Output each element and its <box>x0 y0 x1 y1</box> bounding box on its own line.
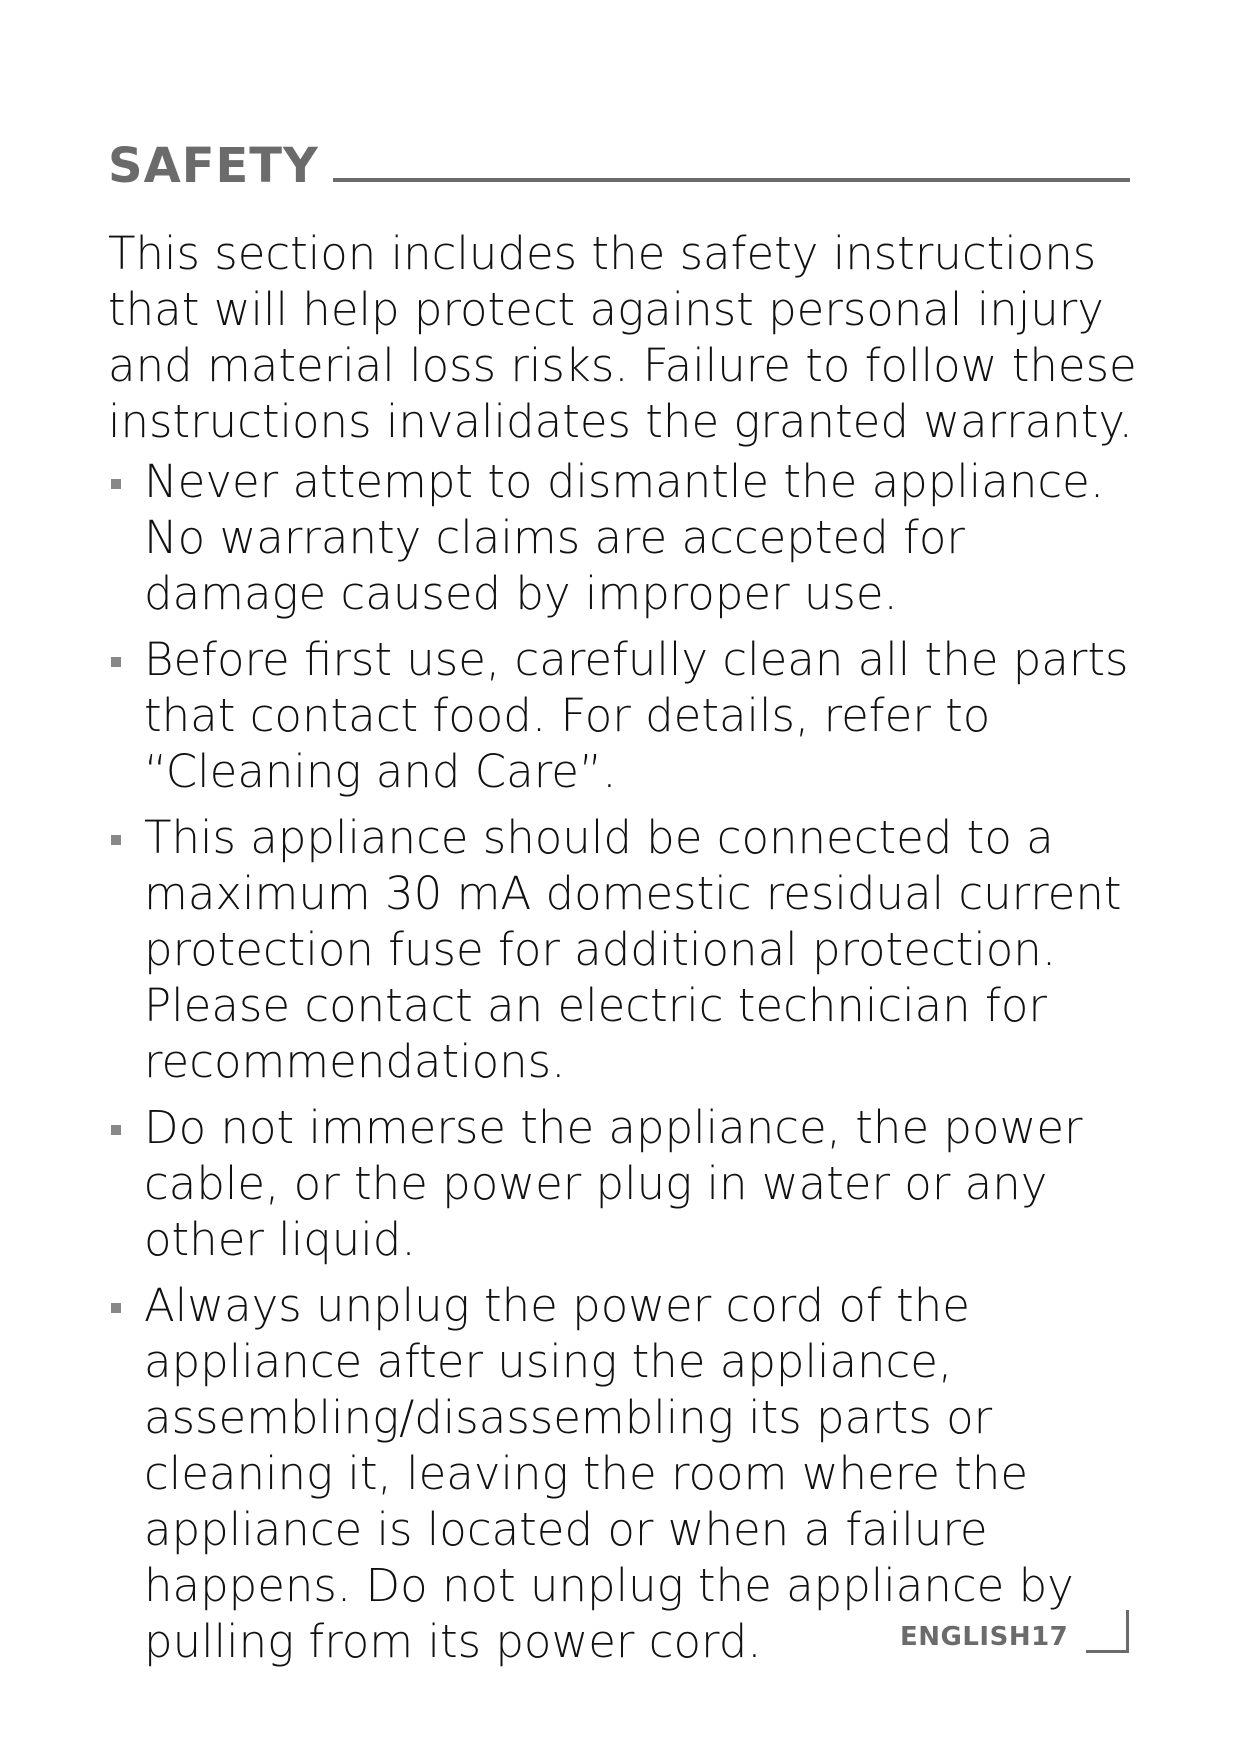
page-number: 17 <box>1031 1622 1069 1652</box>
page-footer <box>880 1610 1140 1662</box>
safety-instruction-text: This appliance should be connected to a maximum 30 mA domestic residual current protection fuse for additional protection. Please contact an electric technician for recommendations. <box>144 811 1122 1088</box>
safety-instruction-item <box>108 632 1148 800</box>
section-heading-row <box>108 124 1130 194</box>
safety-instruction-item <box>108 454 1148 622</box>
section-content <box>108 226 1148 1680</box>
footer-language-page <box>900 1622 1068 1652</box>
heading-rule <box>333 178 1130 182</box>
square-bullet-icon <box>111 657 121 667</box>
safety-instruction-list <box>108 454 1148 1670</box>
footer-language: ENGLISH <box>900 1622 1032 1652</box>
safety-instruction-item <box>108 810 1148 1090</box>
square-bullet-icon <box>111 1303 121 1313</box>
safety-instruction-text: Always unplug the power cord of the appliance after using the appliance, assembling/disassembling its parts or cleaning it, leaving the room where the appliance is located or when a failure happens. Do not unplug the appliance by pulling from its power cord. <box>144 1279 1074 1668</box>
square-bullet-icon <box>111 835 121 845</box>
square-bullet-icon <box>111 1125 121 1135</box>
square-bullet-icon <box>111 479 121 489</box>
safety-instruction-text: Never attempt to dismantle the appliance. No warranty claims are accepted for damage caused by improper use. <box>144 455 1105 620</box>
safety-instruction-text: Before first use, carefully clean all the parts that contact food. For details, refer to “Cleaning and Care”. <box>144 633 1129 798</box>
intro-paragraph: This section includes the safety instructions that will help protect against personal injury and material loss risks. Failure to follow these instructions invalidates the granted warranty. <box>108 227 1137 448</box>
safety-instruction-text: Do not immerse the appliance, the power cable, or the power plug in water or any other liquid. <box>144 1101 1083 1266</box>
corner-crop-mark <box>1086 1610 1129 1653</box>
safety-instruction-item <box>108 1100 1148 1268</box>
section-heading: SAFETY <box>108 138 319 194</box>
